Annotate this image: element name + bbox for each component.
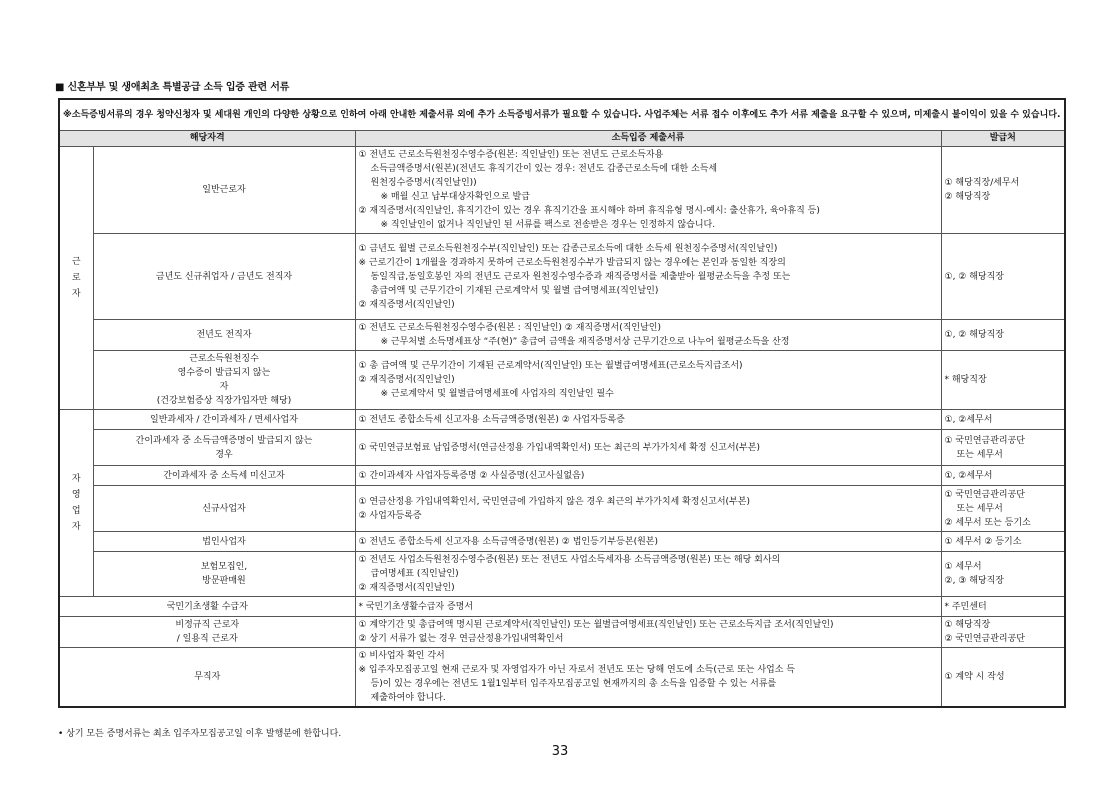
documents-cell: [355, 552, 941, 597]
document-line: ① 비사업자 확인 각서: [358, 651, 445, 661]
document-line: ※ 근로계약서 및 월별급여명세표에 사업자의 직인날인 필수: [380, 389, 614, 399]
document-line: ※ 근로기간이 1개월을 경과하지 못하여 근로소득원천징수부가 발급되지 않는 경우에는 본인과 동일한 직장의: [358, 257, 786, 268]
document-line: ① 계약 시 작성: [944, 672, 1005, 682]
documents-cell: [355, 486, 941, 532]
document-line: 방문판매원: [202, 576, 246, 586]
document-line: ① 해당직장/세무서: [944, 178, 1020, 188]
issuer-cell: [941, 532, 1065, 552]
document-line: 제출하여야 합니다.: [370, 693, 446, 703]
document-line: * 주민센터: [944, 601, 987, 612]
qualification-cell: 일반근로자: [93, 147, 355, 234]
document-line: 보험모집인,: [200, 562, 248, 572]
issuer-cell: [941, 597, 1065, 617]
document-line: ② 해당직장: [944, 192, 991, 202]
document-line: ②, ③ 해당직장: [944, 576, 1004, 586]
group-label-text: 자영업자: [71, 474, 81, 532]
documents-cell: [355, 351, 941, 410]
document-line: 급여명세표 (직인날인): [370, 569, 459, 579]
document-line: 간이과세자 중 소득금액증명이 발급되지 않는: [135, 435, 313, 446]
document-line: 등)이 있는 경우에는 전년도 1월1일부터 입주자모집공고일 현재까지의 총 소득을 입증할 수 있는 서류를: [370, 679, 777, 689]
document-line: ①, ② 해당직장: [944, 271, 1004, 282]
document-line: ① 해당직장: [944, 620, 991, 630]
table-row: [59, 552, 1065, 597]
header-issuer: 발급처: [941, 131, 1065, 147]
document-line: 경우: [215, 449, 233, 460]
income-documents-table: [58, 98, 1066, 708]
document-line: ※ 근무처별 소득명세표상 “주(현)” 총급여 금액을 재직증명서상 근무기간으로 나누어 월평균소득을 산정: [380, 337, 790, 347]
table-row: [59, 617, 1065, 648]
document-line: / 일용직 근로자: [176, 634, 238, 644]
issuer-cell: [941, 430, 1065, 466]
document-line: ② 재직증명서(직인날인): [358, 375, 455, 385]
qualification-cell: 무직자: [59, 648, 355, 708]
page-number: 33: [551, 744, 569, 759]
documents-cell: [355, 597, 941, 617]
document-line: (건강보험증상 직장가입자만 해당): [156, 396, 292, 406]
qualification-cell: 일반과세자 / 간이과세자 / 면세사업자: [93, 410, 355, 430]
document-line: ※ 직인날인이 없거나 직인날인 된 서류를 팩스로 전송받은 경우는 인정하지 않습니다.: [380, 220, 716, 230]
document-line: ① 세무서: [944, 562, 982, 572]
group-label-text: 근로자: [71, 257, 81, 299]
document-line: ② 상기 서류가 없는 경우 연금산정용가입내역확인서: [358, 634, 564, 644]
documents-cell: [355, 617, 941, 648]
document-line: ① 국민연금관리공단: [944, 489, 1025, 500]
table-row: [59, 351, 1065, 410]
notice-text: ※소득증빙서류의 경우 청약신청자 및 세대원 개인의 다양한 상황으로 인하여 아래 안내한 제출서류 외에 추가 소득증빙서류가 필요할 수 있습니다. 사업주체는 서류 접수 이후에도 추가 서류 제출을 요구할 수 있으며, 미제출시 불이익이 있을 수 있습니다.: [59, 99, 1065, 131]
group-label-business: [59, 410, 93, 597]
document-line: ① 국민연금관리공단: [944, 435, 1025, 446]
document-line: ② 재직증명서(직인날인, 휴직기간이 있는 경우 휴직기간을 표시해야 하며 휴직유형 명시-예시: 출산휴가, 육아휴직 등): [358, 206, 820, 216]
section-title: ■ 신혼부부 및 생애최초 특별공급 소득 입증 관련 서류: [55, 82, 290, 93]
document-line: 비정규직 근로자: [175, 620, 240, 630]
document-line: ※ 입주자모집공고일 현재 근로자 및 자영업자가 아닌 자로서 전년도 또는 당해 연도에 소득(근로 또는 사업소 득: [358, 665, 796, 675]
documents-cell: [355, 648, 941, 708]
table-row: [59, 147, 1065, 234]
document-line: 영수증이 발급되지 않는: [177, 368, 271, 378]
document-line: 또는 세무서: [956, 449, 1003, 460]
document-line: 동일직급,동일호봉인 자의 전년도 근로자 원천징수영수증과 재직증명서를 제출받아 월평균소득을 추정 또는: [370, 271, 791, 282]
document-line: ② 국민연금관리공단: [944, 634, 1025, 644]
document-line: 자: [219, 382, 229, 392]
qualification-cell: [93, 552, 355, 597]
footnote: • 상기 모든 증명서류는 최초 입주자모집공고일 이후 발행분에 한합니다.: [58, 729, 342, 739]
issuer-cell: [941, 410, 1065, 430]
document-line: ① 금년도 월별 근로소득원천징수부(직인날인) 또는 갑종근로소득에 대한 소득세 원천징수증명서(직인날인): [358, 243, 778, 254]
document-line: ①, ②세무서: [944, 414, 993, 425]
issuer-cell: [941, 234, 1065, 320]
qualification-cell: 신규사업자: [93, 486, 355, 532]
group-label-worker: [59, 147, 93, 410]
documents-cell: [355, 410, 941, 430]
document-line: ② 재직증명서(직인날인): [358, 583, 455, 593]
documents-cell: [355, 466, 941, 486]
table-row: [59, 597, 1065, 617]
document-line: ② 사업자등록증: [358, 510, 422, 521]
documents-cell: [355, 147, 941, 234]
table-row: [59, 430, 1065, 466]
issuer-cell: [941, 351, 1065, 410]
documents-cell: [355, 234, 941, 320]
issuer-cell: [941, 648, 1065, 708]
document-line: ① 전년도 종합소득세 신고자용 소득금액증명(원본) ② 법인등기부등본(원본): [358, 536, 658, 547]
document-line: ① 전년도 사업소득원천징수영수증(원본) 또는 전년도 사업소득세자용 소득금액증명(원본) 또는 해당 회사의: [358, 555, 781, 565]
document-line: ① 전년도 종합소득세 신고자용 소득금액증명(원본) ② 사업자등록증: [358, 414, 625, 425]
qualification-cell: [59, 617, 355, 648]
document-line: ① 연금산정용 가입내역확인서, 국민연금에 가입하지 않은 경우 최근의 부가가치세 확정신고서(부본): [358, 496, 750, 507]
issuer-cell: [941, 320, 1065, 351]
document-line: ① 세무서 ② 등기소: [944, 536, 1022, 547]
documents-cell: [355, 430, 941, 466]
qualification-cell: [93, 430, 355, 466]
document-line: * 해당직장: [944, 375, 987, 385]
issuer-cell: [941, 552, 1065, 597]
issuer-cell: [941, 466, 1065, 486]
document-line: 총급여액 및 근무기간이 기재된 근로계약서 및 월별 급여명세표(직인날인): [370, 285, 659, 296]
document-line: ① 계약기간 및 총급여액 명시된 근로계약서(직인날인) 또는 월별급여명세표(직인날인) 또는 근로소득지급 조서(직인날인): [358, 620, 834, 630]
qualification-cell: 국민기초생활 수급자: [59, 597, 355, 617]
document-line: * 국민기초생활수급자 증명서: [358, 601, 474, 612]
table-row: [59, 486, 1065, 532]
issuer-cell: [941, 617, 1065, 648]
document-line: ①, ②세무서: [944, 470, 993, 481]
document-line: ① 간이과세자 사업자등록증명 ② 사실증명(신고사실없음): [358, 470, 585, 481]
document-line: ① 전년도 근로소득원천징수영수증(원본 : 직인날인) ② 재직증명서(직인날인): [358, 323, 662, 333]
document-line: 소득금액증명서(원본)(전년도 휴직기간이 있는 경우: 전년도 갑종근로소득에 대한 소득세: [370, 164, 718, 174]
document-line: ① 총 급여액 및 근무기간이 기재된 근로계약서(직인날인) 또는 월별급여명세표(근로소득지급조서): [358, 361, 743, 371]
issuer-cell: [941, 147, 1065, 234]
qualification-cell: 법인사업자: [93, 532, 355, 552]
header-documents: 소득입증 제출서류: [355, 131, 941, 147]
table-row: [59, 466, 1065, 486]
document-line: ② 세무서 또는 등기소: [944, 517, 1031, 528]
documents-cell: [355, 320, 941, 351]
qualification-cell: [93, 351, 355, 410]
document-line: 근로소득원천징수: [189, 354, 259, 364]
document-line: ※ 매월 신고 납부대상자확인으로 발급: [380, 192, 530, 202]
table-row: [59, 410, 1065, 430]
qualification-cell: 간이과세자 중 소득세 미신고자: [93, 466, 355, 486]
documents-cell: [355, 532, 941, 552]
document-line: 원천징수증명서(직인날인)): [370, 178, 477, 188]
document-line: 또는 세무서: [956, 503, 1003, 514]
header-qualification: 해당자격: [59, 131, 355, 147]
document-line: ①, ② 해당직장: [944, 330, 1004, 340]
table-row: [59, 234, 1065, 320]
table-row: [59, 532, 1065, 552]
document-line: ① 국민연금보험료 납입증명서(연금산정용 가입내역확인서) 또는 최근의 부가가치세 확정 신고서(부본): [358, 442, 760, 453]
qualification-cell: 금년도 신규취업자 / 금년도 전직자: [93, 234, 355, 320]
document-line: ① 전년도 근로소득원천징수영수증(원본: 직인날인) 또는 전년도 근로소득자용: [358, 150, 664, 160]
table-row: [59, 648, 1065, 708]
table-row: [59, 320, 1065, 351]
document-line: ② 재직증명서(직인날인): [358, 299, 455, 310]
qualification-cell: 전년도 전직자: [93, 320, 355, 351]
issuer-cell: [941, 486, 1065, 532]
